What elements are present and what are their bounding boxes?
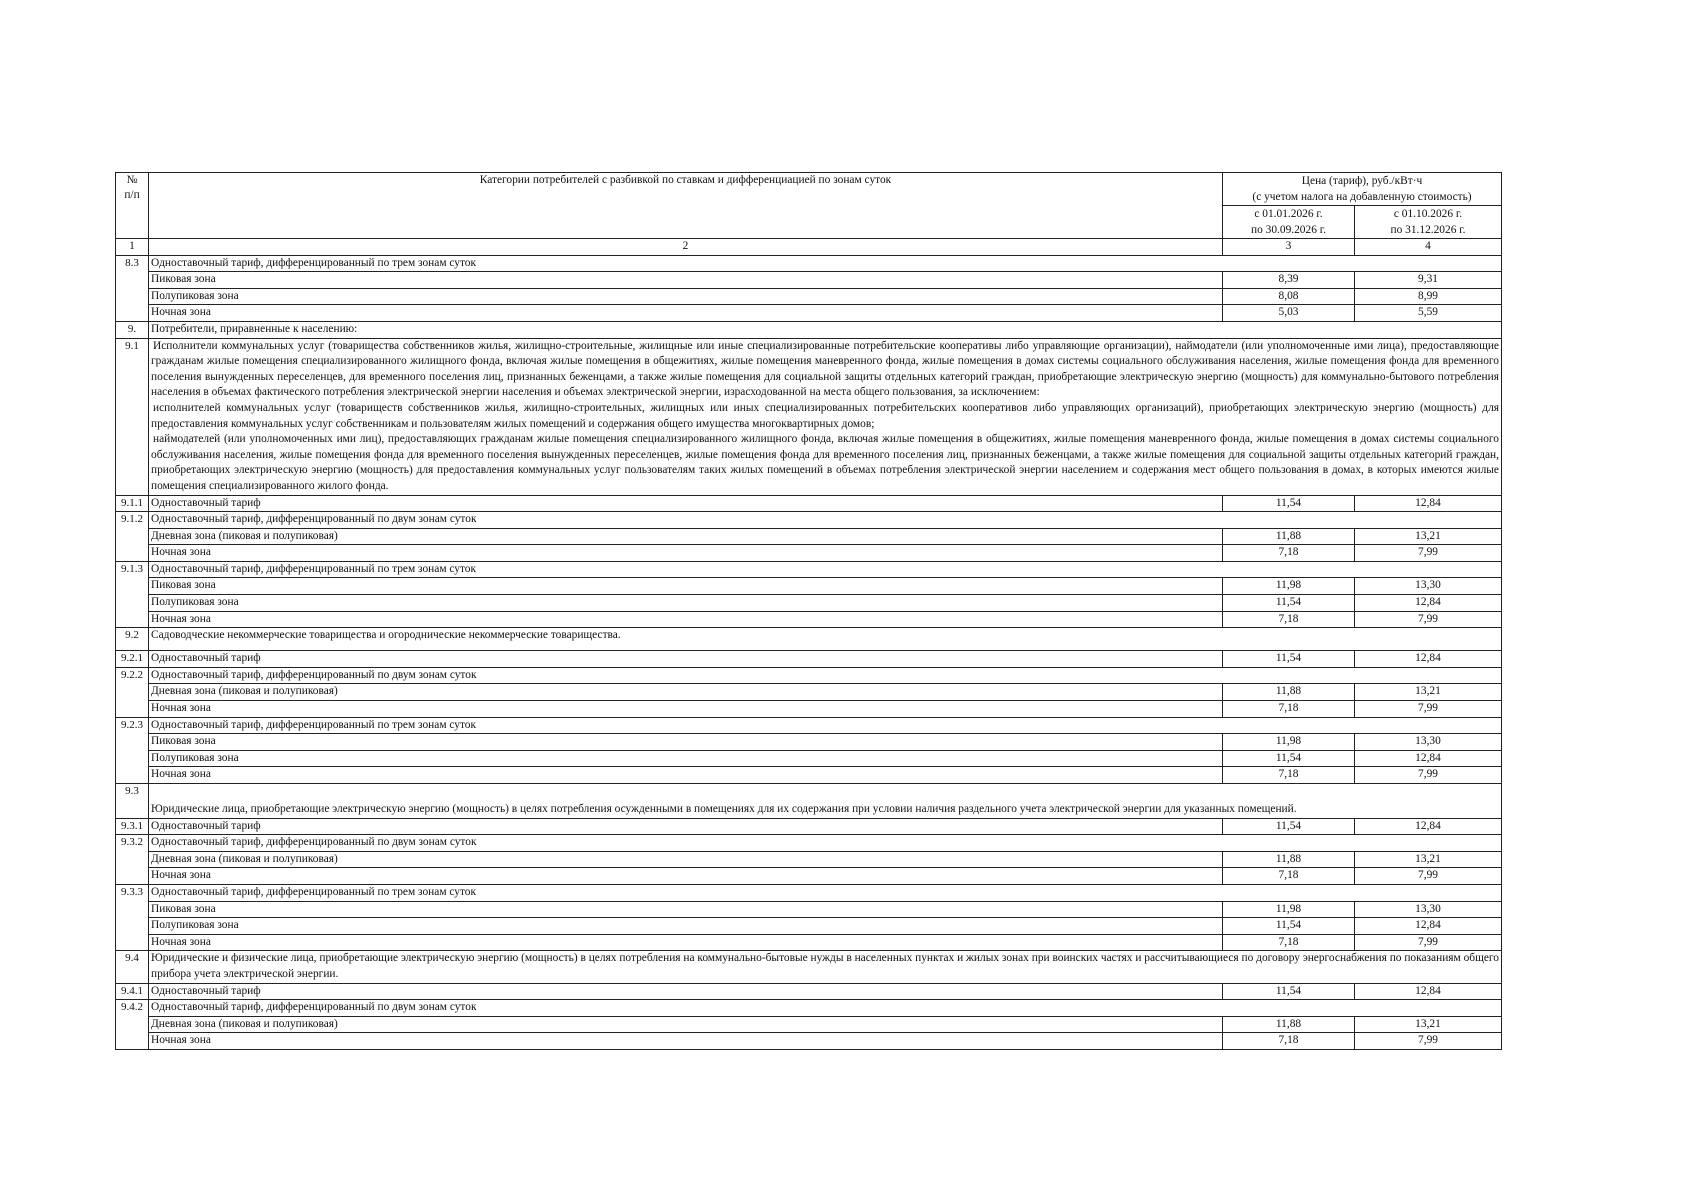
price-period-2: 13,30: [1355, 578, 1502, 595]
price-period-1: 11,54: [1223, 495, 1355, 512]
table-row: [116, 512, 1502, 529]
table-row: [116, 701, 1502, 718]
tariff-table: [115, 172, 1502, 1050]
table-row: [116, 818, 1502, 835]
row-label: Пиковая зона: [149, 578, 1223, 595]
price-period-2: 7,99: [1355, 545, 1502, 562]
table-row: [116, 272, 1502, 289]
price-period-1: 11,98: [1223, 901, 1355, 918]
price-period-1: 7,18: [1223, 767, 1355, 784]
column-number: 2: [149, 239, 1223, 256]
price-period-2: 12,84: [1355, 983, 1502, 1000]
row-label: Потребители, приравненные к населению:: [149, 321, 1502, 338]
table-row: [116, 288, 1502, 305]
row-label: Одноставочный тариф: [149, 651, 1223, 668]
description-paragraph: Исполнители коммунальных услуг (товарищества собственников жилья, жилищно-строительные, жилищные или иные специализированные потребительские кооперативы либо управляющие организации), наймодатели (или уполномоченные ими лица), предоставляющие гражданам жилые помещения специализированного жилищного фонда, включая жилые помещения в общежитиях, жилые помещения маневренного фонда, жилые помещения в домах системы социального обслуживания населения, жилые помещения фонда для временного поселения вынужденных переселенцев, для временного поселения лиц, признанных беженцами, а также жилые помещения для социальной защиты отдельных категорий граждан, приобретающие электрическую энергию (мощность) для коммунально-бытового потребления населения в объемах фактического потребления электрической энергии населения и объемах электрической энергии, израсходованной на места общего пользования, за исключением:: [151, 339, 1499, 399]
price-period-1: 7,18: [1223, 934, 1355, 951]
header-price-line2: (с учетом налога на добавленную стоимость): [1252, 191, 1472, 203]
price-period-1: 11,98: [1223, 578, 1355, 595]
price-period-1: 7,18: [1223, 545, 1355, 562]
table-row: [116, 684, 1502, 701]
row-label: Ночная зона: [149, 611, 1223, 628]
price-period-2: 7,99: [1355, 767, 1502, 784]
price-period-1: 7,18: [1223, 1033, 1355, 1050]
price-period-1: 7,18: [1223, 868, 1355, 885]
row-label: Ночная зона: [149, 305, 1223, 322]
table-row: [116, 338, 1502, 495]
row-number: 9.3.2: [116, 835, 149, 885]
row-label: Одноставочный тариф: [149, 818, 1223, 835]
table-row: [116, 561, 1502, 578]
table-row: [116, 784, 1502, 819]
price-period-2: 12,84: [1355, 750, 1502, 767]
table-row: [116, 868, 1502, 885]
table-row: [116, 321, 1502, 338]
row-number: 9.1.1: [116, 495, 149, 512]
header-category: Категории потребителей с разбивкой по ставкам и дифференциацией по зонам суток: [149, 173, 1223, 239]
row-number: 9.3: [116, 784, 149, 819]
price-period-2: 12,84: [1355, 495, 1502, 512]
price-period-1: 11,54: [1223, 918, 1355, 935]
price-period-2: 13,21: [1355, 1016, 1502, 1033]
row-label: Ночная зона: [149, 934, 1223, 951]
price-period-2: 12,84: [1355, 595, 1502, 612]
table-row: [116, 918, 1502, 935]
price-period-2: 12,84: [1355, 918, 1502, 935]
price-period-2: 13,21: [1355, 684, 1502, 701]
price-period-1: 11,54: [1223, 750, 1355, 767]
row-label: Ночная зона: [149, 701, 1223, 718]
row-label: Пиковая зона: [149, 901, 1223, 918]
row-number: 8.3: [116, 255, 149, 321]
header-period-1: [1223, 206, 1355, 239]
header-num: [116, 173, 149, 239]
header-num-label: № п/п: [124, 174, 140, 201]
price-period-1: 11,88: [1223, 528, 1355, 545]
period-1-to: по 30.09.2026 г.: [1251, 224, 1326, 236]
row-label: Полупиковая зона: [149, 918, 1223, 935]
column-number: 3: [1223, 239, 1355, 256]
row-label: Дневная зона (пиковая и полупиковая): [149, 851, 1223, 868]
table-row: [116, 545, 1502, 562]
table-row: [116, 901, 1502, 918]
table-row: [116, 1016, 1502, 1033]
row-number: 9.4: [116, 951, 149, 983]
table-row: [116, 750, 1502, 767]
row-label: Дневная зона (пиковая и полупиковая): [149, 1016, 1223, 1033]
row-description: [149, 784, 1502, 819]
price-period-2: 12,84: [1355, 818, 1502, 835]
price-period-1: 11,98: [1223, 734, 1355, 751]
column-number: 1: [116, 239, 149, 256]
price-period-2: 8,99: [1355, 288, 1502, 305]
row-number: 9.2: [116, 628, 149, 651]
row-label: Садоводческие некоммерческие товарищества и огороднические некоммерческие товарищества.: [149, 628, 1502, 651]
price-period-2: 7,99: [1355, 1033, 1502, 1050]
row-label: Одноставочный тариф, дифференцированный по трем зонам суток: [149, 561, 1502, 578]
table-row: [116, 951, 1502, 983]
table-row: [116, 667, 1502, 684]
table-row: [116, 983, 1502, 1000]
table-row: [116, 305, 1502, 322]
row-label: Одноставочный тариф, дифференцированный по двум зонам суток: [149, 835, 1502, 852]
row-number: 9.1.2: [116, 512, 149, 562]
table-row: [116, 717, 1502, 734]
price-period-2: 5,59: [1355, 305, 1502, 322]
row-label: Юридические и физические лица, приобретающие электрическую энергию (мощность) в целях потребления на коммунально-бытовые нужды в населенных пунктах и жилых зонах при воинских частях и рассчитывающиеся по договору энергоснабжения по показаниям общего прибора учета электрической энергии.: [149, 951, 1502, 983]
table-row: [116, 651, 1502, 668]
price-period-2: 7,99: [1355, 934, 1502, 951]
table-row: [116, 835, 1502, 852]
row-label: Полупиковая зона: [149, 288, 1223, 305]
price-period-2: 9,31: [1355, 272, 1502, 289]
column-number-row: [116, 239, 1502, 256]
row-label: Дневная зона (пиковая и полупиковая): [149, 528, 1223, 545]
row-number: 9.2.1: [116, 651, 149, 668]
price-period-1: 8,08: [1223, 288, 1355, 305]
table-row: [116, 611, 1502, 628]
price-period-1: 11,88: [1223, 851, 1355, 868]
row-label: Одноставочный тариф, дифференцированный по двум зонам суток: [149, 667, 1502, 684]
table-row: [116, 1033, 1502, 1050]
blank-line: [151, 784, 1499, 802]
row-label: Полупиковая зона: [149, 750, 1223, 767]
row-label: Полупиковая зона: [149, 595, 1223, 612]
row-number: 9.3.3: [116, 884, 149, 950]
row-number: 9.4.2: [116, 1000, 149, 1050]
price-period-2: 13,21: [1355, 528, 1502, 545]
price-period-1: 5,03: [1223, 305, 1355, 322]
row-label: Ночная зона: [149, 767, 1223, 784]
row-label: Ночная зона: [149, 1033, 1223, 1050]
price-period-1: 11,54: [1223, 651, 1355, 668]
row-number: 9.2.2: [116, 667, 149, 717]
header-price-line1: Цена (тариф), руб./кВт·ч: [1301, 175, 1423, 187]
price-period-2: 7,99: [1355, 868, 1502, 885]
column-number: 4: [1355, 239, 1502, 256]
table-row: [116, 578, 1502, 595]
row-label: Пиковая зона: [149, 272, 1223, 289]
price-period-1: 11,88: [1223, 1016, 1355, 1033]
price-period-1: 11,54: [1223, 595, 1355, 612]
row-label: Одноставочный тариф: [149, 495, 1223, 512]
price-period-1: 11,88: [1223, 684, 1355, 701]
price-period-1: 8,39: [1223, 272, 1355, 289]
row-label: Ночная зона: [149, 545, 1223, 562]
row-label: Дневная зона (пиковая и полупиковая): [149, 684, 1223, 701]
table-row: [116, 767, 1502, 784]
row-number: 9.4.1: [116, 983, 149, 1000]
table-row: [116, 734, 1502, 751]
row-number: 9.1.3: [116, 561, 149, 627]
row-number: 9.3.1: [116, 818, 149, 835]
row-number: 9.1: [116, 338, 149, 495]
row-label: Одноставочный тариф, дифференцированный по трем зонам суток: [149, 255, 1502, 272]
table-row: [116, 1000, 1502, 1017]
price-period-2: 12,84: [1355, 651, 1502, 668]
row-number: 9.2.3: [116, 717, 149, 783]
tariff-sheet: [115, 172, 1501, 1050]
price-period-1: 7,18: [1223, 701, 1355, 718]
row-label: Одноставочный тариф, дифференцированный по трем зонам суток: [149, 717, 1502, 734]
row-label: Пиковая зона: [149, 734, 1223, 751]
period-2-from: с 01.10.2026 г.: [1393, 208, 1463, 220]
period-1-from: с 01.01.2026 г.: [1254, 208, 1323, 220]
table-row: [116, 628, 1502, 651]
row-label: Юридические лица, приобретающие электрическую энергию (мощность) в целях потребления осужденными в помещениях для их содержания при условии наличия раздельного учета электрической энергии для указанных помещений.: [151, 803, 1297, 815]
row-label: Ночная зона: [149, 868, 1223, 885]
price-period-1: 11,54: [1223, 983, 1355, 1000]
price-period-1: 7,18: [1223, 611, 1355, 628]
description-paragraph: наймодателей (или уполномоченных ими лиц), предоставляющих гражданам жилые помещения специализированного жилищного фонда, включая жилые помещения в общежитиях, жилые помещения маневренного фонда, жилые помещения в домах системы социального обслуживания населения, жилые помещения фонда для временного поселения вынужденных переселенцев, жилые помещения фонда для временного поселения лиц, признанных беженцами, а также жилые помещения для социальной защиты отдельных категорий граждан, приобретающих электрическую энергию (мощность) для предоставления коммунальных услуг пользователям таких жилых помещений в объемах потребления электрической энергии населением и содержания мест общего пользования в домах, в которых имеются жилые помещения специализированного жилого фонда.: [151, 433, 1499, 492]
table-row: [116, 495, 1502, 512]
table-row: [116, 528, 1502, 545]
price-period-2: 7,99: [1355, 611, 1502, 628]
table-row: [116, 884, 1502, 901]
row-label: Одноставочный тариф: [149, 983, 1223, 1000]
header-period-2: [1355, 206, 1502, 239]
table-row: [116, 255, 1502, 272]
row-description: [149, 338, 1502, 495]
table-row: [116, 934, 1502, 951]
table-row: [116, 595, 1502, 612]
price-period-2: 7,99: [1355, 701, 1502, 718]
table-row: [116, 851, 1502, 868]
row-label: Одноставочный тариф, дифференцированный по двум зонам суток: [149, 512, 1502, 529]
price-period-1: 11,54: [1223, 818, 1355, 835]
period-2-to: по 31.12.2026 г.: [1390, 224, 1466, 236]
row-label: Одноставочный тариф, дифференцированный по двум зонам суток: [149, 1000, 1502, 1017]
price-period-2: 13,30: [1355, 901, 1502, 918]
description-paragraph: исполнителей коммунальных услуг (товариществ собственников жилья, жилищно-строительных, жилищных или иных специализированных потребительских кооперативов либо управляющих организаций), приобретающих электрическую энергию (мощность) для предоставления коммунальных услуг собственникам и пользователям жилых помещений и содержания общего имущества многоквартирных домов;: [151, 401, 1499, 430]
price-period-2: 13,30: [1355, 734, 1502, 751]
price-period-2: 13,21: [1355, 851, 1502, 868]
row-label: Одноставочный тариф, дифференцированный по трем зонам суток: [149, 884, 1502, 901]
header-price: [1223, 173, 1502, 206]
row-number: 9.: [116, 321, 149, 338]
